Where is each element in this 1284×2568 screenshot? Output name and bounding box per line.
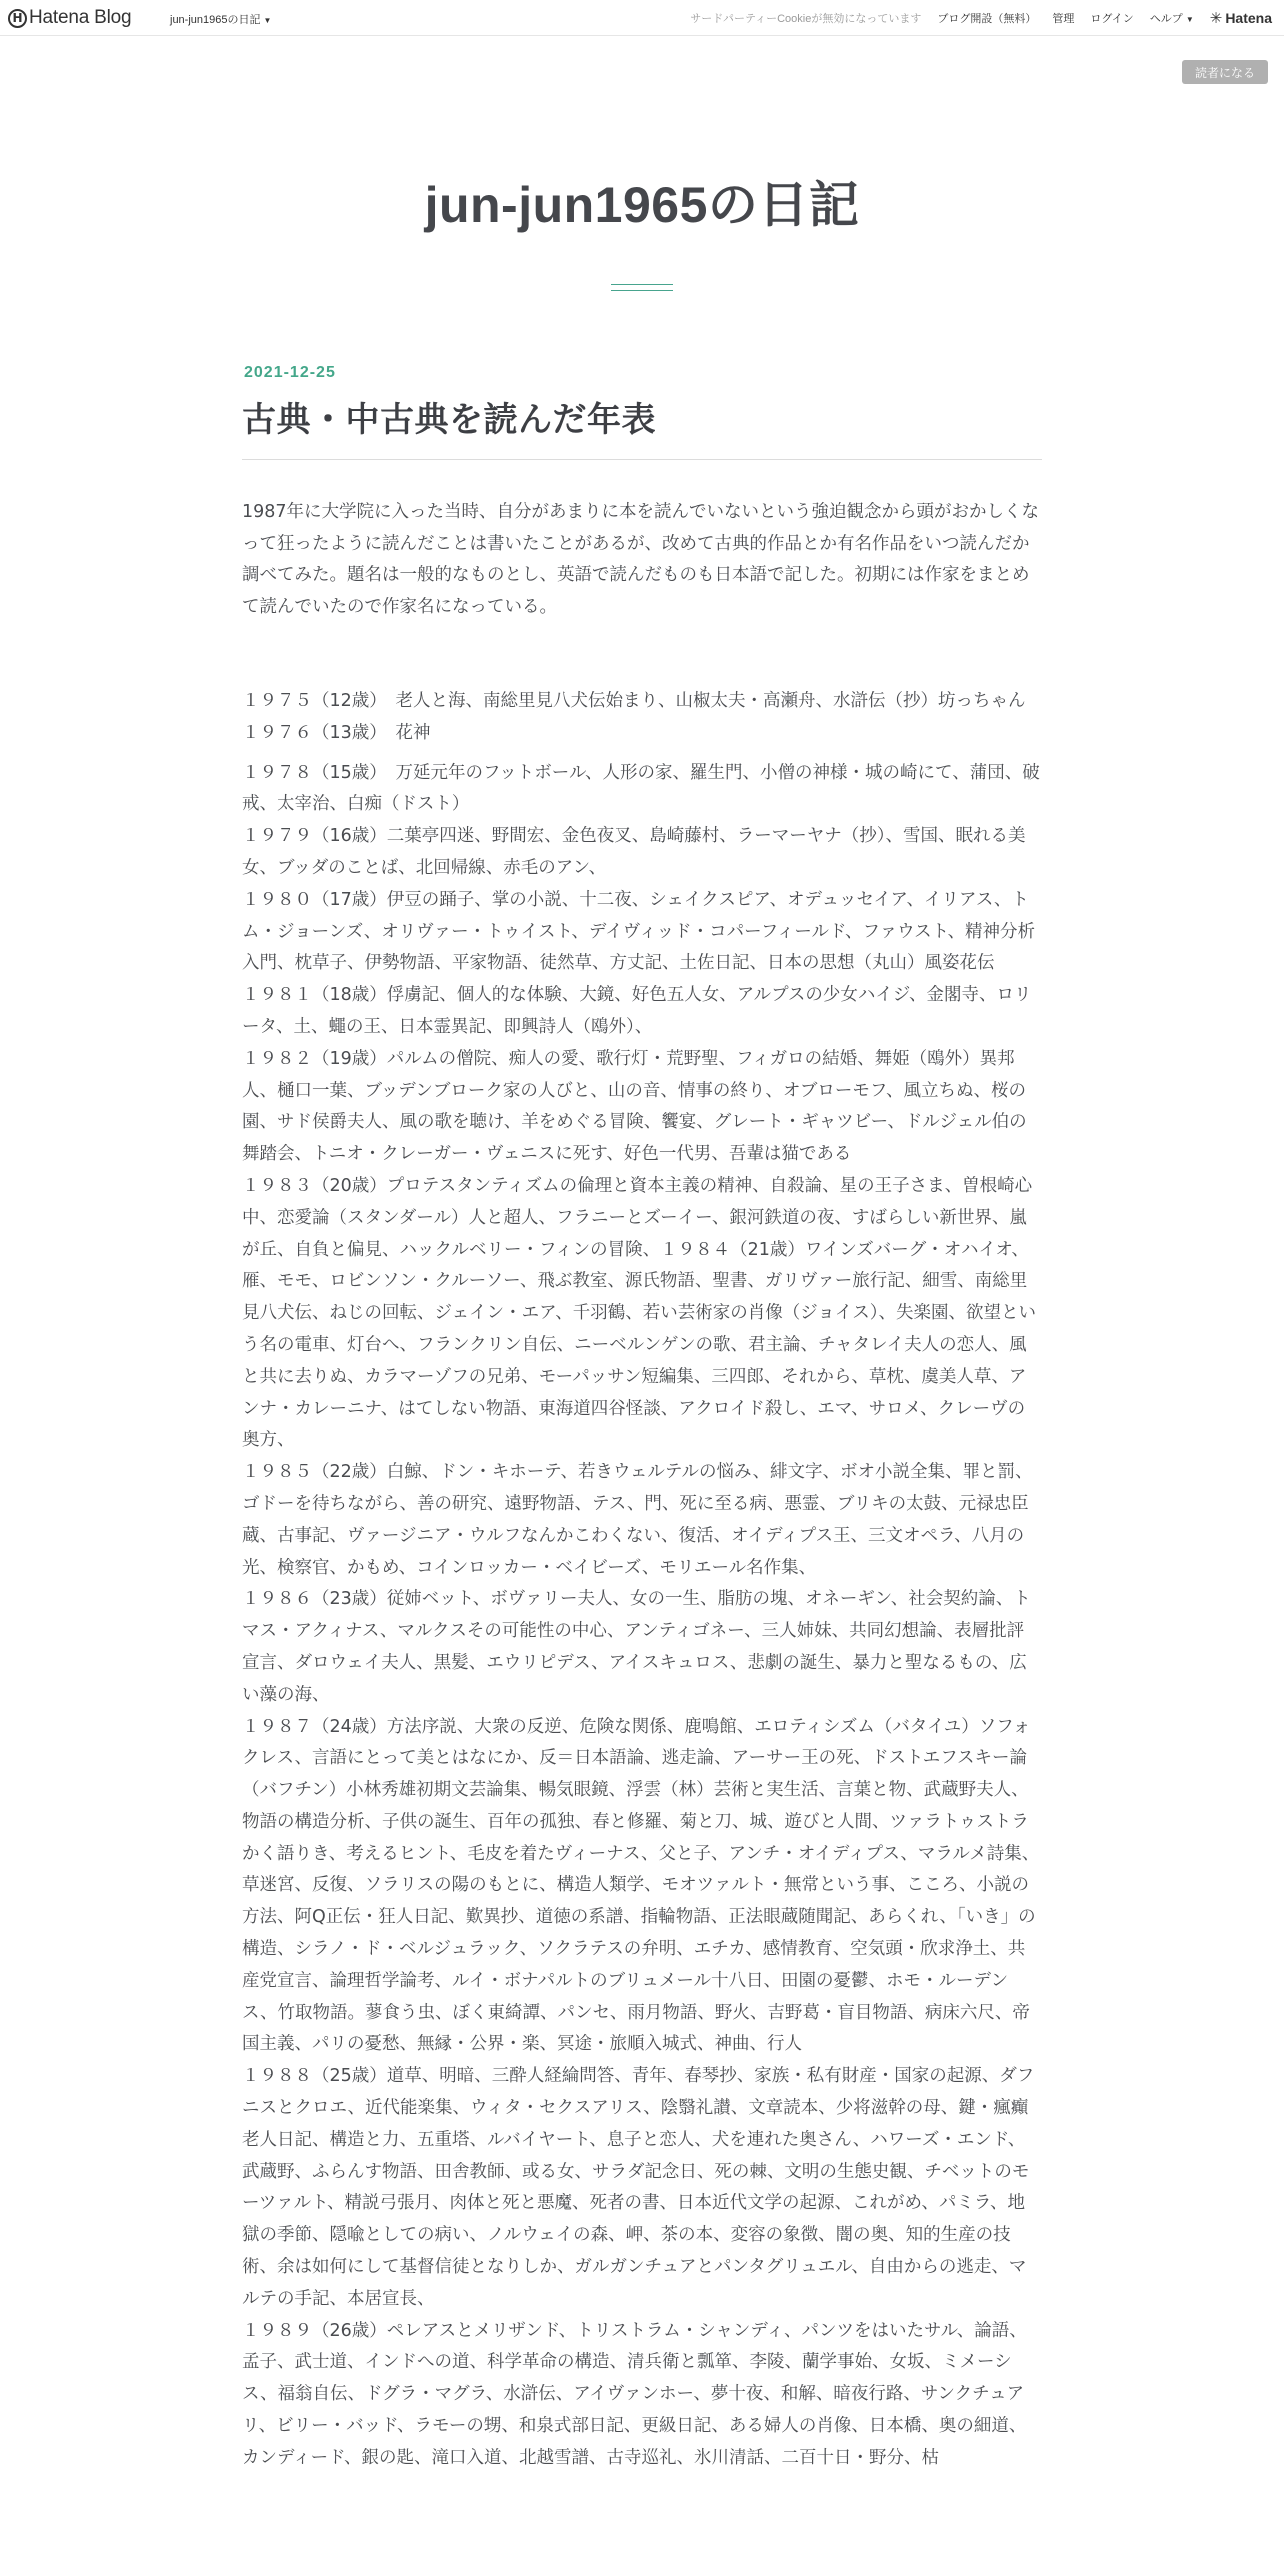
entry-content: [242, 497, 1040, 2475]
admin-link[interactable]: 管理: [1052, 13, 1075, 25]
brand-name: Hatena Blog: [29, 7, 132, 28]
reading-year-1975: １９７５（12歳） 老人と海、南総里見八犬伝始まり、山椒太夫・高瀬舟、水滸伝（抄）坊っちゃん: [242, 691, 1026, 711]
open-blog-link[interactable]: ブログ開設（無料）: [937, 13, 1037, 25]
subscribe-button[interactable]: 読者になる: [1182, 60, 1268, 84]
reading-year-1987: １９８７（24歳）方法序説、大衆の反逆、危険な関係、鹿鳴館、エロティシズム（バタイユ）ソフォクレス、言語にとって美とはなにか、反＝日本語論、逃走論、アーサー王の死、ドストエフスキー論（バフチン）小林秀雄初期文芸論集、暢気眼鏡、浮雲（林）芸術と実生活、言葉と物、武蔵野夫人、物語の構造分析、子供の誕生、百年の孤独、春と修羅、菊と刀、城、遊びと人間、ツァラトゥストラかく語りき、考えるヒント、毛皮を着たヴィーナス、父と子、アンチ・オイディプス、マラルメ詩集、草迷宮、反復、ソラリスの陽のもとに、構造人類学、モオツァルト・無常という事、こころ、小説の方法、阿Q正伝・狂人日記、歎異抄、道徳の系譜、指輪物語、正法眼蔵随聞記、あらくれ、「いき」の構造、シラノ・ド・ベルジュラック、ソクラテスの弁明、エチカ、感情教育、空気頭・欣求浄土、共産党宣言、論理哲学論考、ルイ・ボナパルトのブリュメール十八日、田園の憂鬱、ホモ・ルーデンス、竹取物語。蓼食う虫、ぼく東綺譚、パンセ、雨月物語、野火、吉野葛・盲目物語、病床六尺、帝国主義、パリの憂愁、無縁・公界・楽、冥途・旅順入城式、神曲、行人: [242, 1716, 1040, 2055]
post-title-divider: [242, 459, 1042, 460]
hatena-h-icon: H: [8, 9, 27, 28]
reading-year-1989: １９８９（26歳）ペレアスとメリザンド、トリストラム・シャンディ、パンツをはいたサル、論語、孟子、武士道、インドへの道、科学革命の構造、清兵衛と瓢箪、李陵、蘭学事始、女坂、ミメーシス、福翁自伝、ドグラ・マグラ、水滸伝、アイヴァンホー、夢十夜、和解、暗夜行路、サンクチュアリ、ビリー・バッド、ラモーの甥、和泉式部日記、更級日記、ある婦人の肖像、日本橋、奥の細道、カンディード、銀の匙、滝口入道、北越雪譜、古寺巡礼、氷川清話、二百十日・野分、枯: [242, 2320, 1027, 2468]
title-decoration-rule: [611, 284, 673, 291]
reading-year-1982: １９８２（19歳）パルムの僧院、痴人の愛、歌行灯・荒野聖、フィガロの結婚、舞姫（鴎外）異邦人、樋口一葉、ブッデンブローク家の人びと、山の音、情事の終り、オブローモフ、風立ちぬ、桜の園、サド侯爵夫人、風の歌を聴け、羊をめぐる冒険、饗宴、グレート・ギャツビー、ドルジェル伯の舞踏会、トニオ・クレーガー・ヴェニスに死す、好色一代男、吾輩は猫である: [242, 1048, 1027, 1165]
help-menu[interactable]: [1150, 10, 1194, 26]
reading-year-1981: １９８１（18歳）俘虜記、個人的な体験、大鏡、好色五人女、アルプスの少女ハイジ、金閣寺、ロリータ、土、蠅の王、日本霊異記、即興詩人（鴎外）、: [242, 985, 1032, 1037]
entry-spacer: [242, 623, 1040, 686]
reading-year-1980: １９８０（17歳）伊豆の踊子、掌の小説、十二夜、シェイクスピア、オデュッセイア、イリアス、トム・ジョーンズ、オリヴァー・トゥイスト、デイヴィッド・コパーフィールド、ファウスト、精神分析入門、枕草子、伊勢物語、平家物語、徒然草、方丈記、土佐日記、日本の思想（丸山）風姿花伝: [242, 889, 1036, 974]
reading-year-1985: １９８５（22歳）白鯨、ドン・キホーテ、若きウェルテルの悩み、緋文字、ボオ小説全集、罪と罰、ゴドーを待ちながら、善の研究、遠野物語、テス、門、死に至る病、悪霊、ブリキの太鼓、元禄忠臣蔵、古事記、ヴァージニア・ウルフなんかこわくない、復活、オイディプス王、三文オペラ、八月の光、検察官、かもめ、コインロッカー・ベイビーズ、モリエール名作集、: [242, 1462, 1033, 1578]
hatena-sparkle-icon: ✳: [1209, 9, 1223, 27]
reading-year-1976: １９７６（13歳） 花神: [242, 722, 431, 743]
help-label: ヘルプ: [1149, 13, 1183, 25]
blog-menu-dropdown[interactable]: [170, 11, 271, 27]
caret-down-icon: ▼: [1185, 15, 1194, 24]
hatena-logo-link[interactable]: [1210, 10, 1272, 26]
caret-down-icon: ▼: [263, 16, 272, 25]
post-title[interactable]: 古典・中古典を読んだ年表: [242, 400, 656, 440]
reading-year-1979: １９７９（16歳）二葉亭四迷、野間宏、金色夜叉、島崎藤村、ラーマーヤナ（抄）、雪国、眠れる美女、ブッダのことば、北回帰線、赤毛のアン、: [242, 826, 1026, 878]
login-link[interactable]: ログイン: [1090, 13, 1134, 25]
post-date[interactable]: 2021-12-25: [244, 364, 336, 381]
hatena-logo-text: Hatena: [1225, 10, 1272, 26]
blog-title[interactable]: jun-jun1965の日記: [424, 177, 860, 233]
blog-menu-label: jun-jun1965の日記: [170, 14, 261, 26]
top-navigation-bar: [0, 0, 1284, 36]
reading-year-1983-1984: １９８３（20歳）プロテスタンティズムの倫理と資本主義の精神、自殺論、星の王子さま、曽根崎心中、恋愛論（スタンダール）人と超人、フラニーとズーイー、銀河鉄道の夜、すばらしい新世界、嵐が丘、自負と偏見、ハックルベリー・フィンの冒険、１９８４（21歳）ワインズバーグ・オハイオ、雁、モモ、ロビンソン・クルーソー、飛ぶ教室、源氏物語、聖書、ガリヴァー旅行記、細雪、南総里見八犬伝、ねじの回転、ジェイン・エア、千羽鶴、若い芸術家の肖像（ジョイス）、失楽園、欲望という名の電車、灯台へ、フランクリン自伝、ニーベルンゲンの歌、君主論、チャタレイ夫人の恋人、風と共に去りぬ、カラマーゾフの兄弟、モーパッサン短編集、三四郎、それから、草枕、虞美人草、アンナ・カレーニナ、はてしない物語、東海道四谷怪談、アクロイド殺し、エマ、サロメ、クレーヴの奥方、: [242, 1175, 1036, 1451]
cookie-notice: サードパーティーCookieが無効になっています: [690, 13, 922, 25]
entry-intro: 1987年に大学院に入った当時、自分があまりに本を読んでいないという強迫観念から頭がおかしくなって狂ったように読んだことは書いたことがあるが、改めて古典的作品とか有名作品をいつ読んだか調べてみた。題名は一般的なものとし、英語で読んだものも日本語で記した。初期には作家をまとめて読んでいたので作家名になっている。: [242, 502, 1040, 617]
hatena-blog-logo[interactable]: [8, 6, 131, 30]
global-header-links: [690, 0, 1284, 36]
reading-year-1988: １９８８（25歳）道草、明暗、三酔人経綸問答、青年、春琴抄、家族・私有財産・国家の起源、ダフニスとクロエ、近代能楽集、ウィタ・セクスアリス、陰翳礼讃、文章読本、少将滋幹の母、鍵・瘋癲老人日記、構造と力、五重塔、ルバイヤート、息子と恋人、犬を連れた奥さん、ハワーズ・エンド、武蔵野、ふらんす物語、田舎教師、或る女、サラダ記念日、死の棘、文明の生態史観、チベットのモーツァルト、精説弓張月、肉体と死と悪魔、死者の書、日本近代文学の起源、これがめ、パミラ、地獄の季節、隠喩としての病い、ノルウェイの森、岬、茶の本、変容の象徴、闇の奥、知的生産の技術、余は如何にして基督信徒となりしか、ガルガンチュアとパンタグリュエル、自由からの逃走、マルテの手記、本居宣長、: [242, 2066, 1035, 2309]
reading-year-1978: １９７８（15歳） 万延元年のフットボール、人形の家、羅生門、小僧の神様・城の崎にて、蒲団、破戒、太宰治、白痴（ドスト）: [242, 762, 1040, 815]
reading-year-1986: １９８６（23歳）従姉ベット、ボヴァリー夫人、女の一生、脂肪の塊、オネーギン、社会契約論、トマス・アクィナス、マルクスその可能性の中心、アンティゴネー、三人姉妹、共同幻想論、表層批評宣言、ダロウェイ夫人、黒髪、エウリピデス、アイスキュロス、悲劇の誕生、暴力と聖なるもの、広い藻の海、: [242, 1589, 1031, 1705]
